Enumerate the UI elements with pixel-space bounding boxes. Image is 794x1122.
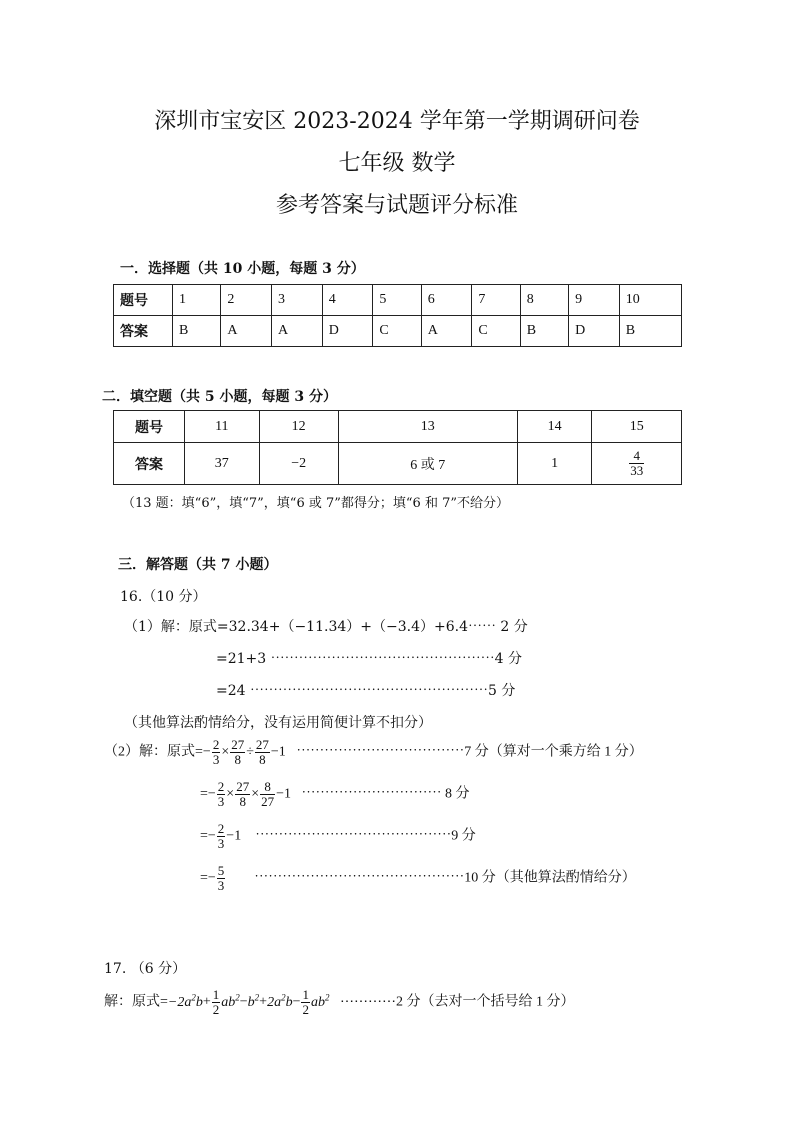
table-cell: 15 <box>592 411 682 443</box>
table-cell: 6 <box>421 285 472 316</box>
title-line-3: 参考答案与试题评分标准 <box>275 193 518 218</box>
table-cell: 13 <box>338 411 517 443</box>
score-note: ⋯⋯⋯⋯⋯⋯⋯⋯⋯⋯⋯⋯⋯⋯⋯10 分（其他算法酌情给分） <box>254 870 636 886</box>
table-cell: 3 <box>272 285 323 316</box>
table-cell: −2 <box>259 443 338 485</box>
score-note: ⋯⋯⋯⋯2 分（去对一个括号给 1 分） <box>339 994 575 1010</box>
fraction: $\frac{8}{27}$ <box>261 779 275 809</box>
score-note: ⋯⋯⋯⋯⋯⋯⋯⋯⋯⋯ 8 分 <box>301 786 470 802</box>
table-row <box>114 285 682 316</box>
fraction: $\frac{1}{2}$ <box>302 987 309 1017</box>
fraction: $\frac{27}{8}$ <box>236 779 250 809</box>
fraction <box>629 449 644 478</box>
table-cell: 10 <box>619 285 681 316</box>
fraction-denominator: 33 <box>630 463 644 478</box>
choice-answer-table <box>113 284 682 347</box>
table-cell: A <box>221 316 272 347</box>
table-cell: 37 <box>185 443 260 485</box>
table-cell: D <box>569 316 620 347</box>
table-cell: A <box>421 316 472 347</box>
table-cell: B <box>520 316 568 347</box>
fraction: $\frac{27}{8}$ <box>231 737 245 767</box>
table-cell: 12 <box>259 411 338 443</box>
fill-answer-table <box>113 410 682 485</box>
row-label: 题号 <box>114 285 173 316</box>
table-cell: 9 <box>569 285 620 316</box>
q16-p2-line2: =− $\frac{2}{3}$ × $\frac{27}{8}$ × $\frac{8}{27}$ −1 ⋯⋯⋯⋯⋯⋯⋯⋯⋯⋯ 8 分 <box>200 779 470 809</box>
fraction: $\frac{5}{3}$ <box>217 863 225 893</box>
table-row <box>114 443 682 485</box>
q17-label: 17. （6 分） <box>104 961 187 977</box>
row-label: 答案 <box>114 316 173 347</box>
fraction: $\frac{2}{3}$ <box>217 779 225 809</box>
score-note: ⋯⋯⋯⋯⋯⋯⋯⋯⋯⋯⋯⋯⋯⋯9 分 <box>255 828 476 844</box>
score-note: ⋯⋯⋯⋯⋯⋯⋯⋯⋯⋯⋯⋯7 分（算对一个乘方给 1 分） <box>296 744 643 760</box>
title-line-2: 七年级 数学 <box>338 151 456 176</box>
q16-p2-prefix: （2）解：原式= <box>104 744 203 760</box>
table-row <box>114 316 682 347</box>
q16-p1-line1: （1）解：原式=32.34+（−11.34）+（−3.4）+6.4⋯⋯ 2 分 <box>124 619 528 635</box>
table-cell: A <box>272 316 323 347</box>
table-cell: 6 或 7 <box>338 443 517 485</box>
q16-p2-line4: =− $\frac{5}{3}$ ⋯⋯⋯⋯⋯⋯⋯⋯⋯⋯⋯⋯⋯⋯⋯10 分（其他算法酌情给分） <box>200 863 636 893</box>
fraction-numerator: 4 <box>629 449 644 464</box>
table-cell: 5 <box>373 285 421 316</box>
table-cell: 14 <box>517 411 592 443</box>
table-cell: 4 <box>322 285 373 316</box>
table-cell: B <box>619 316 681 347</box>
section1-heading: 一．选择题（共 10 小题，每题 3 分） <box>120 261 365 277</box>
title-line-1: 深圳市宝安区 2023-2024 学年第一学期调研问卷 <box>154 109 640 134</box>
section2-heading: 二．填空题（共 5 小题，每题 3 分） <box>102 389 337 405</box>
q16-p1-line2: =21+3 ⋯⋯⋯⋯⋯⋯⋯⋯⋯⋯⋯⋯⋯⋯⋯⋯4 分 <box>216 651 522 667</box>
row-label: 题号 <box>114 411 185 443</box>
table-cell: 1 <box>173 285 221 316</box>
fraction: $\frac{1}{2}$ <box>212 987 220 1017</box>
q17-line1: 解：原式$=-2a^2b+$ $\frac{1}{2}$ $ab^2-b^2+2a^2b-$ $\frac{1}{2}$ $ab^2$ ⋯⋯⋯⋯2 分（去对一个括号给 1 分） <box>104 987 575 1017</box>
q16-p1-note: （其他算法酌情给分，没有运用简便计算不扣分） <box>124 715 432 731</box>
table-cell: D <box>322 316 373 347</box>
q17-prefix: 解：原式= <box>104 994 168 1010</box>
table-cell: 1 <box>517 443 592 485</box>
q16-p2-line1: （2）解：原式=− $\frac{2}{3}$ × $\frac{27}{8}$ ÷ $\frac{27}{8}$ −1 ⋯⋯⋯⋯⋯⋯⋯⋯⋯⋯⋯⋯7 分（算对一个乘方给 1 分） <box>104 737 643 767</box>
table-cell: 8 <box>520 285 568 316</box>
table-cell: 7 <box>472 285 520 316</box>
table-row <box>114 411 682 443</box>
q16-label: 16.（10 分） <box>120 589 207 605</box>
table-cell: C <box>373 316 421 347</box>
fraction: $\frac{27}{8}$ <box>255 737 269 767</box>
table-cell: 11 <box>185 411 260 443</box>
q16-p1-line3: =24 ⋯⋯⋯⋯⋯⋯⋯⋯⋯⋯⋯⋯⋯⋯⋯⋯⋯5 分 <box>216 683 516 699</box>
section3-heading: 三．解答题（共 7 小题） <box>118 557 278 573</box>
q16-p2-line3: =− $\frac{2}{3}$ −1 ⋯⋯⋯⋯⋯⋯⋯⋯⋯⋯⋯⋯⋯⋯9 分 <box>200 821 476 851</box>
table-cell: B <box>173 316 221 347</box>
table-cell: 2 <box>221 285 272 316</box>
q13-note: （13 题：填“6”，填“7”，填“6 或 7”都得分；填“6 和 7”不给分） <box>122 496 509 511</box>
fraction: $\frac{2}{3}$ <box>217 821 225 851</box>
table-cell: C <box>472 316 520 347</box>
table-cell <box>592 443 682 485</box>
fraction: $\frac{2}{3}$ <box>212 737 220 767</box>
row-label: 答案 <box>114 443 185 485</box>
